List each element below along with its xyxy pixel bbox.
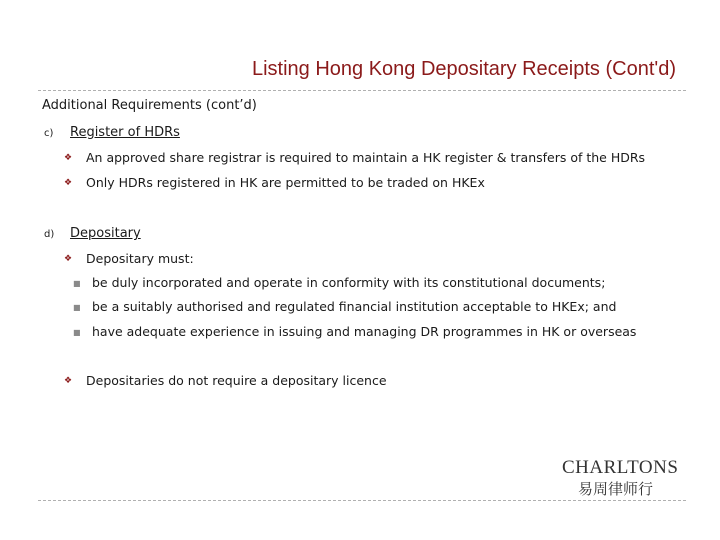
top-divider xyxy=(38,90,686,91)
section-heading: Additional Requirements (cont’d) xyxy=(42,98,257,113)
section-marker-c: c) xyxy=(44,128,54,139)
charltons-logo xyxy=(556,451,686,499)
logo-name-en: CHARLTONS xyxy=(562,457,679,478)
sub-bullet-item: be a suitably authorised and regulated financial institution acceptable to HKEx; and xyxy=(92,299,617,314)
bullet-icon: ❖ xyxy=(64,178,73,188)
sub-bullet-icon: ■ xyxy=(73,279,81,288)
bullet-icon: ❖ xyxy=(64,153,73,163)
sub-bullet-icon: ■ xyxy=(73,328,81,337)
bullet-icon: ❖ xyxy=(64,254,73,264)
sub-bullet-item: be duly incorporated and operate in conformity with its constitutional documents; xyxy=(92,275,606,290)
section-title-depositary: Depositary xyxy=(70,226,141,241)
bullet-item: Depositaries do not require a depositary licence xyxy=(86,373,387,388)
bullet-item: Depositary must: xyxy=(86,251,194,266)
slide-title: Listing Hong Kong Depositary Receipts (Cont'd) xyxy=(251,58,676,80)
bottom-divider xyxy=(38,500,686,501)
bullet-item: An approved share registrar is required to maintain a HK register & transfers of the HDRs xyxy=(86,150,646,165)
bullet-item: Only HDRs registered in HK are permitted to be traded on HKEx xyxy=(86,175,485,190)
sub-bullet-icon: ■ xyxy=(73,303,81,312)
sub-bullet-item: have adequate experience in issuing and managing DR programmes in HK or overseas xyxy=(92,324,637,339)
section-title-register: Register of HDRs xyxy=(70,125,180,140)
logo-name-zh: 易周律师行 xyxy=(578,480,654,498)
section-marker-d: d) xyxy=(44,229,55,240)
bullet-icon: ❖ xyxy=(64,376,73,386)
